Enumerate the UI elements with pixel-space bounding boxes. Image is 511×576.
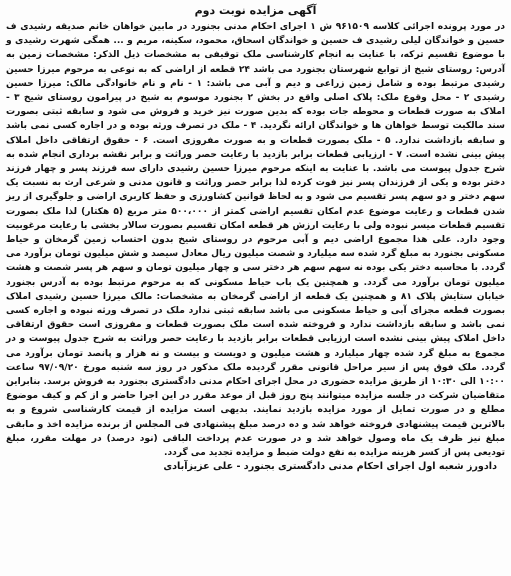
notice-title: آگهی مزایده نوبت دوم <box>194 4 317 17</box>
notice-body: در مورد پرونده اجرائی کلاسه ۹۶۱۵۰۹ ش ۱ اجرای احکام مدنی بجنورد در مابین خواهان خانم صدیقه رشیدی ف حسین و خواندگان لیلی رشیدی ف حسین و خواندگان اسحاق، محمود، سکینه، مریم و ... همگی شهرت رشیدی و با موضوع تقسیم ترکه، با عنایت به انجام کارشناسی ملک توقیفی به مشخصات ذیل الذکر: مشخصات زمین به آدرس: روستای شیخ از توابع شهرستان بجنورد می باشد ۲۴ قطعه از اراضی که به نوعی به مرحوم میرزا حسین رشیدی مرتبط بوده و شامل زمین زراعی و دیم و آبی می باشد: ۱ - نام و نام خانوادگی مالک: میرزا حسین رشیدی ۲ - محل وقوع ملک: پلاک اصلی واقع در بخش ۲ بجنورد موسوم به شیخ در پیرامون روستای شیخ ۳ - املاک به صورت قطعات و محوطه جات بوده که بدین صورت نیز خرید و فروش می شود و سابقه ثبتی بصورت سند مالکیت توسط خواهان ها و خواندگان ارائه نگردید. ۴ - ملک در تصرف ورثه بوده و در اجاره کسی نمی باشد و سابقه بازداشت ندارد. ۵ - ملک بصورت قطعات و به صورت مفروزی است. ۶ - حقوق ارتفاقی داخل املاک پیش بینی نشده است. ۷ - ارزیابی قطعات برابر بازدید با رعایت حصر وراثت و برابر نقشه برداری انجام شده به شرح جدول پیوست می باشد. با عنایت به اینکه مرحوم میرزا حسین رشیدی دارای سه فرزند پسر و چهار فرزند دختر بوده و یکی از فرزندان پسر نیز فوت کرده لذا برابر حصر وراثت و قانون مدنی و شرعی ارث به نسبت یک سهم دختر و دو سهم پسر تقسیم می شود و به لحاظ قوانین کشاورزی و حفظ کاربری اراضی و جلوگیری از ریز شدن قطعات و رعایت موضوع عدم امکان تقسیم اراضی کمتر از ۵۰۰،۰۰۰ متر مربع (۵ هکتار) لذا ملک بصورت تقسیم قطعات میسر نبوده ولی با رعایت ارزش هر قطعه امکان تقسیم بصورت سالار بخشی با رعایت مرغوبیت وجود دارد. علی هذا مجموع اراضی دیم و آبی مرحوم در روستای شیخ بدون احتساب زمین گرمخان و حیاط مسکونی بجنورد به مبلغ گرد شده سه میلیارد و شصت میلیون ریال معادل سیصد و شش میلیون تومان برآورد می گردد. با محاسبه دختر یکی بوده نه سهم سهم هر دختر سی و چهار میلیون تومان و سهم هر پسر شصت و هشت میلیون تومان برآورد می گردد. و همچنین یک باب حیاط مسکونی که به مرحوم مرتبط بوده به آدرس بجنورد خیابان ستایش پلاک ۸۱ و همچنین یک قطعه از اراضی گرمخان به مشخصات: مالک میرزا حسین رشیدی املاک بصورت قطعه مجزای آبی و حیاط مسکونی می باشد سابقه ثبتی ندارد ملک در تصرف ورثه نبوده و اجاره کسی نمی باشد و سابقه بازداشت ندارد و فروخته شده است ملک بصورت قطعات و مفروزی است حقوق ارتفاقی داخل املاک پیش بینی نشده است ارزیابی قطعات برابر بازدید با رعایت حصر وراثت به شرح جدول پیوست و در مجموع به مبلغ گرد شده چهار میلیارد و هشت میلیون و دویست و بیست و نه هزار و پانصد تومان برآورد می گردد. ملک فوق پس از سیر مراحل قانونی مقرر گردیده ملک مذکور در روز سه شنبه مورخ ۹۷/۰۹/۲۰ ساعت ۱۰:۰۰ الی ۱۰:۳۰ از طریق مزایده حضوری در محل اجرای احکام مدنی دادگستری بجنورد به فروش برسد. بنابراین متقاضیان شرکت در جلسه مزایده میتوانند پنج روز قبل از موعد مقرر در این اجرا حاضر و از کم و کیف موضوع مطلع و در صورت تمایل از مورد مزایده بازدید نمایند. بدیهی است مزایده از قیمت کارشناسی شروع و به بالاترین قیمت پیشنهادی فروخته خواهد شد و ده درصد مبلغ پیشنهادی فی المجلس از برنده مزایده اخذ و مابقی مبلغ نیز ظرف یک ماه وصول خواهد شد و در صورت عدم پرداخت الباقی (نود درصد) در مهلت مقرر، مبلغ تودیعی پس از کسر هزینه مزایده به نفع دولت ضبط و مزایده تجدید می گردد. <box>6 22 506 459</box>
notice-signature: دادورز شعبه اول اجرای احکام مدنی دادگستری بجنورد - علی عزیزآبادی <box>163 461 497 473</box>
